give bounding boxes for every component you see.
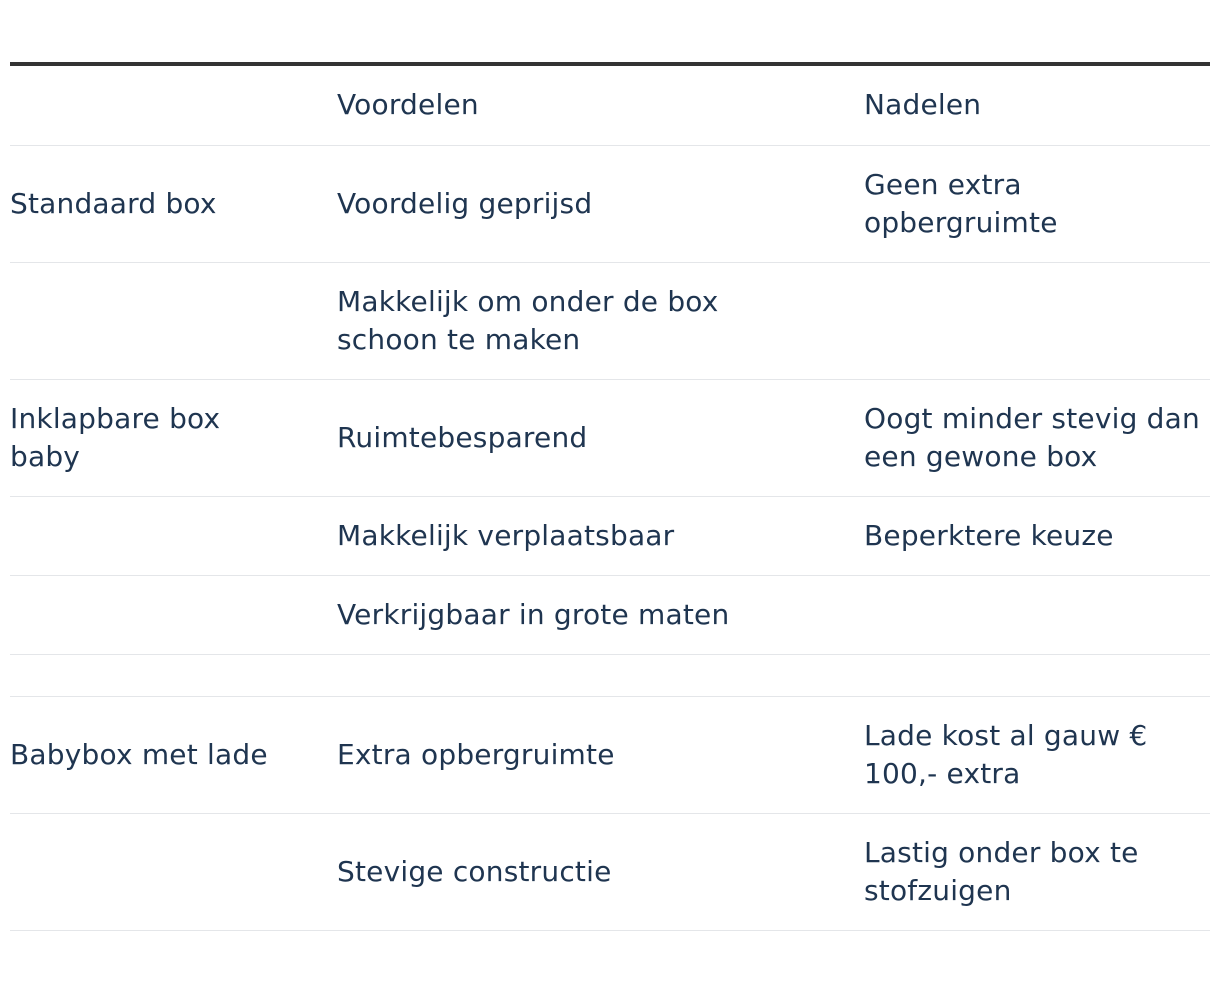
header-cell-nadelen: Nadelen (864, 88, 982, 122)
header-cell-type (10, 66, 337, 145)
pro-cell: Voordelig geprijsd (337, 186, 593, 220)
comparison-table (10, 66, 1210, 931)
table-row (10, 696, 1210, 813)
type-cell (10, 262, 337, 379)
pro-cell: Makkelijk om onder de box schoon te maken (337, 284, 719, 356)
pro-cell: Ruimtebesparend (337, 420, 588, 454)
type-cell (10, 575, 337, 654)
pro-cell: Makkelijk verplaatsbaar (337, 518, 675, 552)
con-cell (864, 654, 1210, 696)
pro-cell (337, 654, 864, 696)
table-row (10, 145, 1210, 262)
con-cell (864, 262, 1210, 379)
type-cell: Babybox met lade (10, 737, 268, 771)
con-cell: Oogt minder stevig dan een gewone box (864, 401, 1200, 473)
table-header-row (10, 66, 1210, 145)
type-cell (10, 496, 337, 575)
type-cell (10, 654, 337, 696)
type-cell (10, 813, 337, 930)
con-cell: Beperktere keuze (864, 518, 1114, 552)
table-row (10, 262, 1210, 379)
type-cell: Standaard box (10, 186, 217, 220)
table-row-empty (10, 654, 1210, 696)
con-cell (864, 575, 1210, 654)
pro-cell: Extra opbergruimte (337, 737, 615, 771)
table-row (10, 813, 1210, 930)
table-row (10, 575, 1210, 654)
type-cell: Inklapbare box baby (10, 401, 221, 473)
con-cell: Lastig onder box te stofzuigen (864, 835, 1139, 907)
pro-cell: Stevige constructie (337, 854, 612, 888)
con-cell: Geen extra opbergruimte (864, 167, 1058, 239)
con-cell: Lade kost al gauw € 100,- extra (864, 718, 1148, 790)
table-row (10, 496, 1210, 575)
header-cell-voordelen: Voordelen (337, 88, 479, 122)
table-row (10, 379, 1210, 496)
pro-cell: Verkrijgbaar in grote maten (337, 597, 730, 631)
